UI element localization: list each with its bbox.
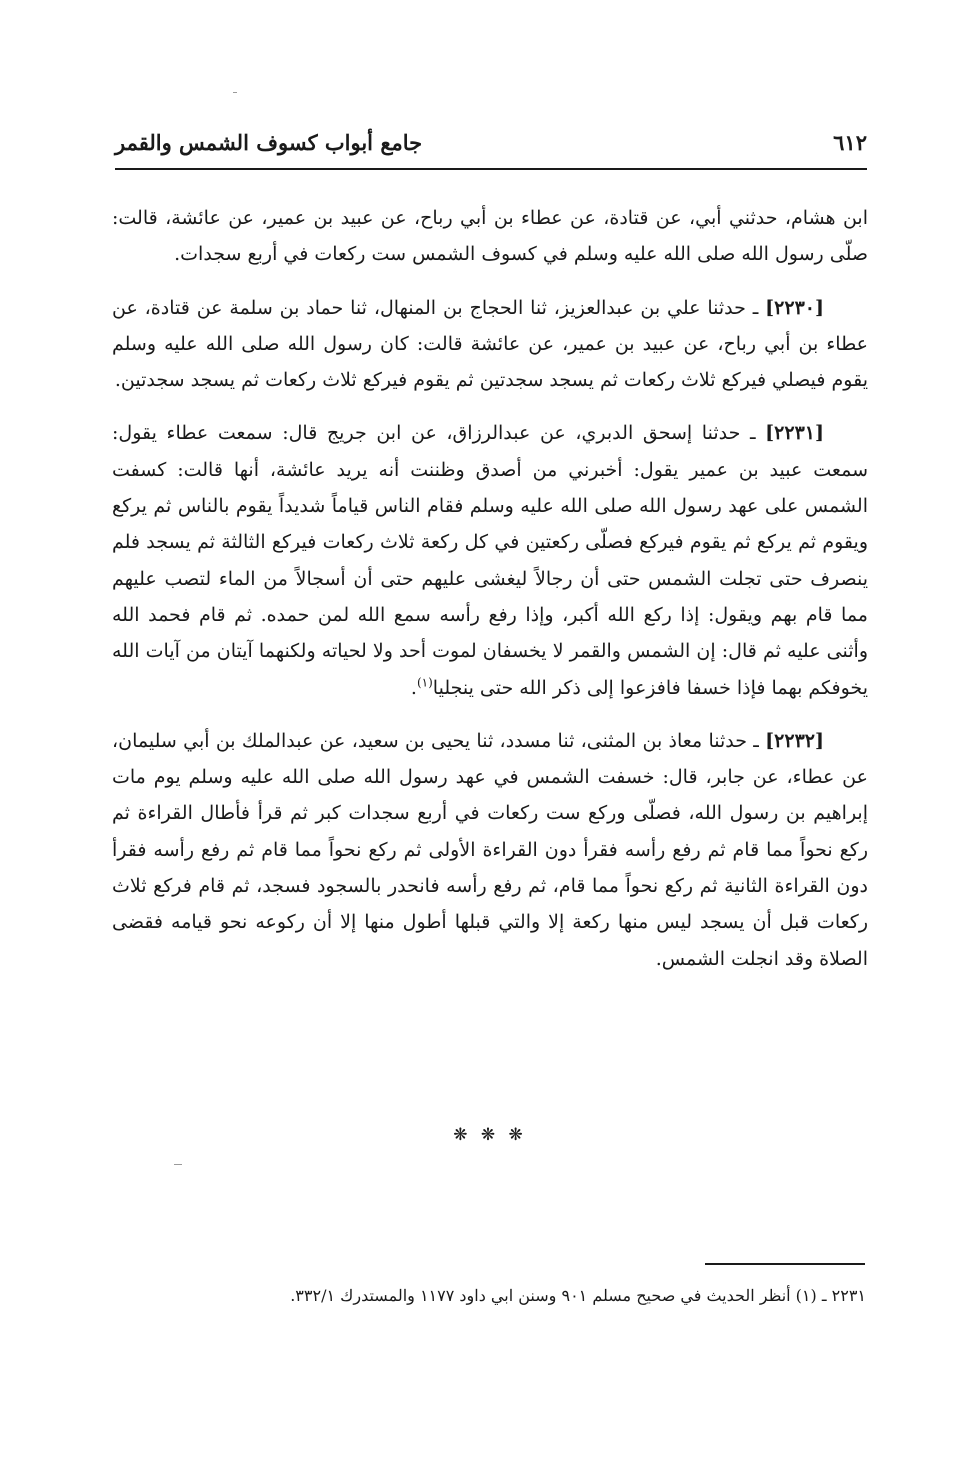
- body-text: [112, 200, 868, 994]
- footnote: ٢٢٣١ ـ (١) أنظر الحديث في صحيح مسلم ٩٠١ وسنن ابي داود ١١٧٧ والمستدرك ٣٣٢/١.: [290, 1286, 866, 1305]
- running-title: جامع أبواب كسوف الشمس والقمر: [115, 130, 423, 155]
- section-separator: ❋ ❋ ❋: [453, 1125, 527, 1145]
- paragraph-text: ـ حدثنا إسحق الدبري، عن عبدالرزاق، عن ابن جريج قال: سمعت عطاء يقول: سمعت عبيد بن عمير يقول: أخبرني من أصدق وظننت أنه يريد عائشة، أنها قالت: كسفت الشمس على عهد رسول الله صلى الله عليه وسلم فقام الناس قياماً شديداً يقوم بالناس ثم يركع ويقوم ثم يركع ثم يقوم فيركع فصلّى ركعتين في كل ركعة ثلاث ركعات فيركع الثالثة ثم يسجد فلم ينصرف حتى تجلت الشمس حتى أن رجالاً ليغشى عليهم حتى أن أسجالاً من الماء لتصب عليهم مما قام بهم ويقول: إذا ركع الله أكبر، وإذا رفع رأسه سمع الله لمن حمده. ثم قام فحمد الله وأثنى عليه ثم قال: إن الشمس والقمر لا يخسفان لموت أحد ولا لحياته ولكنهما آيتان من آيات الله يخوفكم بهما فإذا خسفا فافزعوا إلى ذكر الله حتى ينجليا: [112, 422, 868, 699]
- hadith-number: [٢٢٣١]: [765, 422, 824, 445]
- paragraph-text: ابن هشام، حدثني أبي، عن قتادة، عن عطاء بن أبي رباح، عن عبيد بن عمير، عن عائشة، قالت: صلّى رسول الله صلى الله عليه وسلم في كسوف الشمس ست ركعات في أربع سجدات.: [112, 207, 868, 266]
- hadith-2230: [112, 290, 868, 399]
- hadith-number: [٢٢٣٠]: [765, 296, 824, 319]
- footnote-reference: (١): [416, 675, 433, 690]
- hadith-number: [٢٢٣٢]: [765, 729, 824, 752]
- footnote-divider: [705, 1263, 865, 1265]
- page-header: [115, 128, 867, 170]
- hadith-2232: [112, 723, 868, 977]
- paragraph-text: ـ حدثنا علي بن عبدالعزيز، ثنا الحجاج بن المنهال، ثنا حماد بن سلمة عن قتادة، عن عطاء بن أبي رباح، عن عبيد بن عمير، عن عائشة قالت: كان رسول الله صلى الله عليه وسلم يقوم فيصلي فيركع ثلاث ركعات ثم يسجد سجدتين ثم يقوم فيركع ثلاث ركعات ثم يسجد سجدتين.: [112, 296, 868, 392]
- paragraph-text: ـ حدثنا معاذ بن المثنى، ثنا مسدد، ثنا يحيى بن سعيد، عن عبدالملك بن أبي سليمان، عن عطاء، عن جابر، قال: خسفت الشمس في عهد رسول الله صلى الله عليه وسلم يوم مات إبراهيم بن رسول الله، فصلّى وركع ست ركعات في أربع سجدات كبر ثم قرأ فأطال القراءة ثم ركع نحواً مما قام ثم رفع رأسه فقرأ دون القراءة الأولى ثم ركع نحواً مما قام ثم رفع رأسه فقرأ دون القراءة الثانية ثم ركع نحواً مما قام، ثم رفع رأسه فانحدر بالسجود فسجد، ثم قام فركع ثلاث ركعات قبل أن يسجد ليس منها ركعة إلا والتي قبلها أطول منها إلا أن ركوعه نحو قيامه فقضى الصلاة وقد انجلت الشمس.: [112, 729, 868, 970]
- scan-speck: [174, 1164, 182, 1165]
- page-number: ٦١٢: [833, 130, 867, 155]
- hadith-2231: [٢٢٣١] ـ حدثنا إسحق الدبري، عن عبدالرزاق، عن ابن جريج قال: سمعت عطاء يقول: سمعت عبيد بن عمير يقول: أخبرني من أصدق وظننت أنه يريد عائشة، أنها قالت: كسفت الشمس على عهد رسول الله صلى الله عليه وسلم فقام الناس قياماً شديداً يقوم بالناس ثم يركع ويقوم ثم يركع ثم يقوم فيركع فصلّى ركعتين في كل ركعة ثلاث ركعات فيركع الثالثة ثم يسجد فلم ينصرف حتى تجلت الشمس حتى أن رجالاً ليغشى عليهم حتى أن أسجالاً من الماء لتصب عليهم مما قام بهم ويقول: إذا ركع الله أكبر، وإذا رفع رأسه سمع الله لمن حمده. ثم قام فحمد الله وأثنى عليه ثم قال: إن الشمس والقمر لا يخسفان لموت أحد ولا لحياته ولكنهما آيتان من آيات الله يخوفكم بهما فإذا خسفا فافزعوا إلى ذكر الله حتى ينجليا$^{(١)}$.: [112, 422, 868, 699]
- paragraph-continuation: [112, 200, 868, 273]
- scan-speck: [233, 92, 237, 93]
